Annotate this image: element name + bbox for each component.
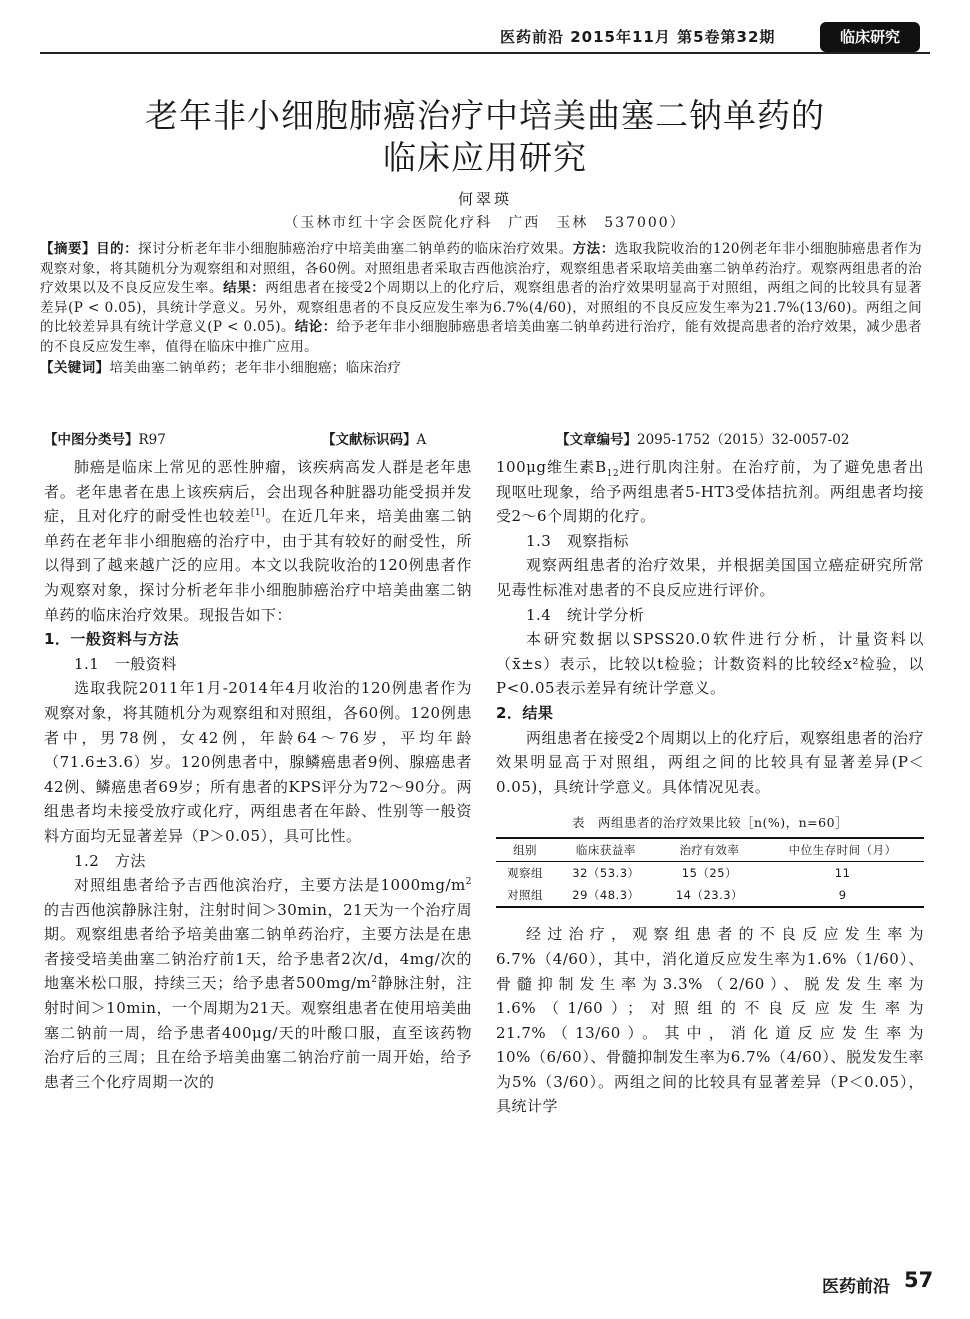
method-cont-sub: 12	[606, 469, 620, 479]
keywords-label: 【关键词】	[40, 360, 110, 376]
results-table-block	[496, 813, 924, 908]
objective-text: 探讨分析老年非小细胞肺癌治疗中培美曲塞二钠单药的临床治疗效果。	[138, 241, 573, 257]
abstract-label: 【摘要】	[40, 241, 97, 257]
journal-header: 医药前沿 2015年11月 第5卷第32期	[500, 28, 776, 46]
table-cell: 14（23.3）	[675, 888, 744, 903]
page-number: 57	[904, 1268, 934, 1292]
result-label: 结果：	[223, 280, 266, 296]
table-header-cell: 中位生存时间（月）	[788, 843, 897, 858]
table-cell: 32（53.3）	[572, 866, 640, 881]
results-table	[496, 837, 924, 908]
table-header-cell: 组别	[513, 843, 538, 858]
citation-1: [1]	[250, 508, 266, 519]
author-affiliation: （玉林市红十字会医院化疗科 广西 玉林 537000）	[284, 215, 686, 231]
left-column	[44, 455, 472, 1094]
article-no-label: 【文章编号】	[556, 432, 637, 448]
subsection-heading-1-2: 1.2 方法	[74, 851, 146, 870]
clc-value: R97	[138, 432, 166, 448]
clc-code	[44, 428, 166, 448]
table-row	[496, 884, 924, 907]
method-sup-1: 2	[465, 877, 472, 888]
article-no-value: 2095-1752（2015）32-0057-02	[637, 432, 850, 448]
intro-paragraph	[44, 455, 472, 627]
indicators-paragraph: 观察两组患者的治疗效果，并根据美国国立癌症研究所常见毒性标准对患者的不良反应进行评价。	[496, 556, 924, 599]
section-badge: 临床研究	[820, 22, 920, 52]
result-text: 两组患者在接受2个周期以上的化疗后，观察组患者的治疗效果明显高于对照组，两组之间的比较具有显著差异(P < 0.05)，具统计学意义。另外，观察组患者的不良反应发生率为6.7%(4/60)，对照组的不良反应发生率为21.7%(13/60)。两组之间的比较差异具有统计学意义(P < 0.05)。	[40, 280, 923, 335]
table-header-cell: 治疗有效率	[679, 843, 740, 858]
section-heading-2: 2．结果	[496, 703, 554, 722]
table-cell: 15（25）	[681, 866, 738, 881]
intro-text-b: 。在近几年来，培美曲塞二钠单药在老年非小细胞癌的治疗中，由于其有较好的耐受性，所以得到了越来越广泛的应用。本文以我院收治的120例患者作为观察对象，探讨分析老年非小细胞肺癌治疗中培美曲塞二钠单药的临床治疗效果。现报告如下：	[44, 507, 472, 624]
statistics-paragraph: 本研究数据以SPSS20.0软件进行分析，计量资料以（x̄±s）表示，比较以t检验；计数资料的比较经x²检验，以P<0.05表示差异有统计学意义。	[496, 630, 924, 698]
general-data-paragraph: 选取我院2011年1月-2014年4月收治的120例患者作为观察对象，将其随机分为观察组和对照组，各60例。120例患者中，男78例，女42例，年龄64～76岁，平均年龄（71.6±3.6）岁。120例患者中，腺鳞癌患者9例、腺癌患者42例、鳞癌患者69岁；所有患者的KPS评分为72～90分。两组患者均未接受放疗或化疗，两组患者在年龄、性别等一般资料方面均无显著差异（P＞0.05），具可比性。	[44, 679, 472, 845]
table-cell: 对照组	[507, 888, 544, 903]
doc-value: A	[416, 432, 427, 448]
article-number	[556, 428, 849, 448]
results-paragraph: 两组患者在接受2个周期以上的化疗后，观察组患者的治疗效果明显高于对照组，两组之间的比较具有显著差异(P＜0.05)，具统计学意义。具体情况见表。	[496, 728, 924, 796]
method-cont-text-a: 100μg维生素B	[496, 458, 607, 476]
method-continued-paragraph	[496, 455, 924, 529]
article-title-line1: 老年非小细胞肺癌治疗中培美曲塞二钠单药的	[145, 96, 825, 135]
objective-label: 目的：	[96, 241, 139, 257]
method-label: 方法：	[572, 241, 615, 257]
right-column	[496, 455, 924, 1119]
intro-text-a: 肺癌是临床上常见的恶性肿瘤，该疾病高发人群是老年患者。老年患者在患上该疾病后，会出现各种脏器功能受损并发症，且对化疗的耐受性也较差	[44, 458, 472, 526]
table-cell: 观察组	[507, 866, 544, 881]
table-caption: 表 两组患者的治疗效果比较［n(%)，n=60］	[571, 815, 849, 831]
method-text-c: 静脉注射，注射时间＞10min，一个周期为21天。观察组患者在使用培美曲塞二钠前一周，给予患者400μg/天的叶酸口服，直至该药物治疗后的三周；且在给予培美曲塞二钠治疗前一周开始，给予患者三个化疗周期一次的	[44, 974, 472, 1091]
article-title-line2: 临床应用研究	[383, 138, 587, 177]
method-text-b: 的吉西他滨静脉注射，注射时间＞30min，21天为一个治疗周期。观察组患者给予培美曲塞二钠单药治疗，主要方法是在患者接受培美曲塞二钠治疗前1天，给予患者2次/d，4mg/次的地塞米松口服，持续三天；给予患者500mg/m	[44, 900, 472, 993]
adverse-reaction-paragraph: 经过治疗，观察组患者的不良反应发生率为6.7%（4/60），其中，消化道反应发生率为1.6%（1/60）、骨髓抑制发生率为3.3%（2/60）、脱发发生率为1.6%（1/60）；对照组的不良反应发生率为21.7%（13/60）。其中，消化道反应发生率为10%（6/60）、骨髓抑制发生率为6.7%（4/60）、脱发发生率为5%（3/60）。两组之间的比较具有显著差异（P＜0.05），具统计学	[496, 925, 924, 1116]
doc-code	[322, 428, 426, 448]
subsection-heading-1-3: 1.3 观察指标	[526, 531, 629, 550]
keywords-text: 培美曲塞二钠单药；老年非小细胞癌；临床治疗	[109, 360, 402, 376]
table-cell: 11	[834, 866, 851, 881]
method-cont-text-b: 进行肌肉注射。在治疗前，为了避免患者出现呕吐现象，给予两组患者5-HT3受体拮抗剂。两组患者均接受2～6个周期的化疗。	[496, 458, 924, 526]
keywords-line	[40, 359, 922, 379]
doc-label: 【文献标识码】	[322, 432, 417, 448]
method-text-a: 对照组患者给予吉西他滨治疗，主要方法是1000mg/m	[74, 876, 466, 895]
table-header-cell: 临床获益率	[575, 843, 636, 858]
footer-journal-name: 医药前沿	[822, 1277, 890, 1297]
header-rule	[40, 52, 930, 54]
table-row	[496, 862, 924, 885]
clc-label: 【中图分类号】	[44, 432, 139, 448]
subsection-heading-1-1: 1.1 一般资料	[74, 654, 177, 673]
subsection-heading-1-4: 1.4 统计学分析	[526, 605, 645, 624]
table-header-row	[496, 838, 924, 862]
method-sup-2: 2	[371, 975, 378, 986]
abstract	[40, 240, 922, 379]
method-text: 选取我院收治的120例老年非小细胞肺癌患者作为观察对象，将其随机分为观察组和对照组，各60例。对照组患者采取吉西他滨治疗，观察组患者采取培美曲塞二钠单药治疗。观察两组患者的治疗效果以及不良反应发生率。	[40, 241, 923, 296]
table-cell: 9	[838, 888, 847, 903]
table-cell: 29（48.3）	[572, 888, 640, 903]
author-name: 何翠瑛	[457, 190, 512, 208]
conclusion-text: 给予老年非小细胞肺癌患者培美曲塞二钠单药进行治疗，能有效提高患者的治疗效果，减少患者的不良反应发生率，值得在临床中推广应用。	[40, 319, 922, 355]
section-heading-1: 1．一般资料与方法	[44, 630, 179, 649]
conclusion-label: 结论：	[294, 319, 337, 335]
method-paragraph	[44, 873, 472, 1094]
